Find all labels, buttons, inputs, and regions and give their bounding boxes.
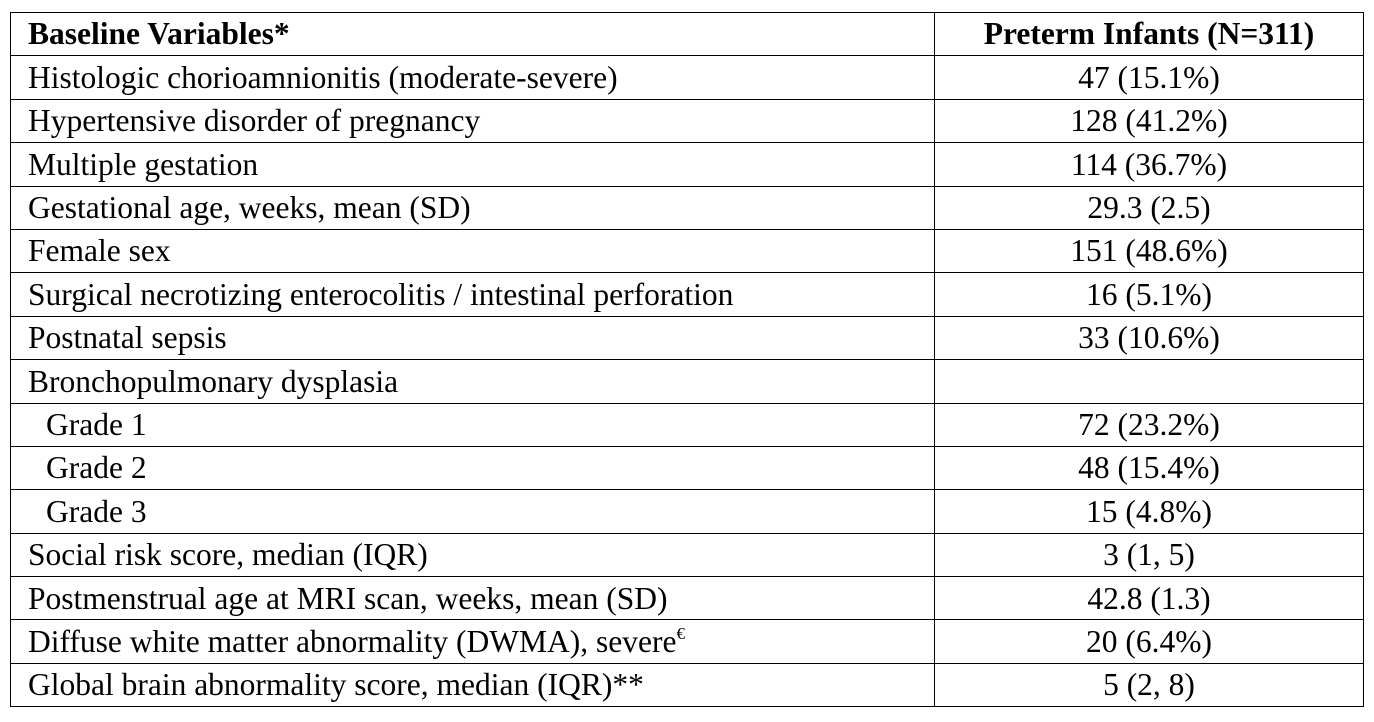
row-label: Hypertensive disorder of pregnancy [11, 99, 935, 142]
baseline-variables-table [10, 12, 1364, 707]
row-label: Multiple gestation [11, 143, 935, 186]
table-row [11, 533, 1364, 576]
row-label: Diffuse white matter abnormality (DWMA), severe [28, 623, 677, 659]
row-label: Grade 1 [11, 403, 935, 446]
row-label: Grade 3 [11, 490, 935, 533]
table-row [11, 620, 1364, 663]
row-label: Global brain abnormality score, median (IQR)** [11, 663, 935, 706]
row-value: 29.3 (2.5) [935, 186, 1364, 229]
table-row-group-heading [11, 360, 1364, 403]
baseline-table-container [10, 12, 1364, 707]
header-baseline-variables: Baseline Variables* [11, 13, 935, 56]
row-value: 47 (15.1%) [935, 56, 1364, 99]
table-row [11, 273, 1364, 316]
table-row-subitem [11, 403, 1364, 446]
table-row [11, 56, 1364, 99]
table-row-subitem [11, 446, 1364, 489]
euro-footnote-marker: € [676, 623, 685, 643]
row-label: Bronchopulmonary dysplasia [11, 360, 935, 403]
row-label-cell [11, 620, 935, 663]
row-value: 15 (4.8%) [935, 490, 1364, 533]
row-value: 3 (1, 5) [935, 533, 1364, 576]
row-label: Postnatal sepsis [11, 316, 935, 359]
row-label: Histologic chorioamnionitis (moderate-severe) [11, 56, 935, 99]
row-value: 33 (10.6%) [935, 316, 1364, 359]
table-row [11, 186, 1364, 229]
row-value: 72 (23.2%) [935, 403, 1364, 446]
row-label: Social risk score, median (IQR) [11, 533, 935, 576]
table-row [11, 316, 1364, 359]
row-value: 151 (48.6%) [935, 229, 1364, 272]
row-value: 42.8 (1.3) [935, 577, 1364, 620]
header-preterm-infants: Preterm Infants (N=311) [935, 13, 1364, 56]
row-label: Postmenstrual age at MRI scan, weeks, mean (SD) [11, 577, 935, 620]
table-row [11, 577, 1364, 620]
row-label: Female sex [11, 229, 935, 272]
table-row [11, 99, 1364, 142]
table-row [11, 229, 1364, 272]
row-value: 20 (6.4%) [935, 620, 1364, 663]
table-row [11, 663, 1364, 706]
row-value: 16 (5.1%) [935, 273, 1364, 316]
row-label: Gestational age, weeks, mean (SD) [11, 186, 935, 229]
table-row-subitem [11, 490, 1364, 533]
table-row [11, 143, 1364, 186]
row-value-empty [935, 360, 1364, 403]
row-value: 128 (41.2%) [935, 99, 1364, 142]
row-label: Grade 2 [11, 446, 935, 489]
row-value: 5 (2, 8) [935, 663, 1364, 706]
row-value: 48 (15.4%) [935, 446, 1364, 489]
row-label: Surgical necrotizing enterocolitis / intestinal perforation [11, 273, 935, 316]
table-header-row [11, 13, 1364, 56]
row-value: 114 (36.7%) [935, 143, 1364, 186]
